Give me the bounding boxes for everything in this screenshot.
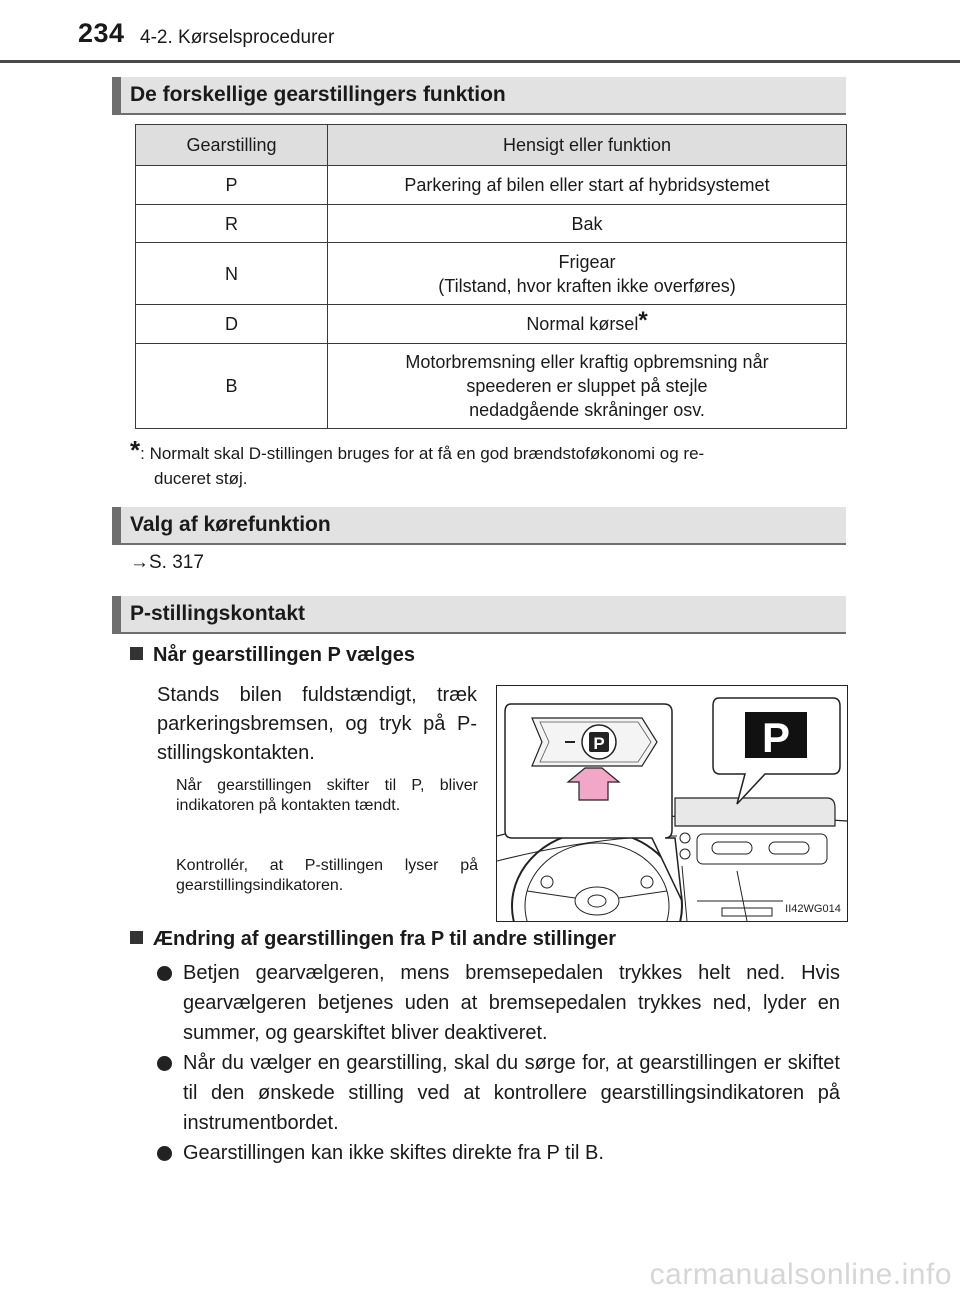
section-header-gear-functions <box>112 77 846 115</box>
dashboard-illustration <box>496 685 848 922</box>
note-paragraph: Når gearstillingen skifter til P, bliver indikatoren på kontakten tændt. <box>176 777 478 814</box>
table-row <box>136 305 847 344</box>
table-header-row <box>136 125 847 166</box>
section-accent <box>112 596 121 632</box>
gear-position-cell: N <box>136 243 328 305</box>
instruction-paragraph: Stands bilen fuldstændigt, træk parkeringsbremsen, og tryk på P-stillingskontakten. <box>157 684 477 764</box>
table-row <box>136 166 847 205</box>
column-header-position: Gearstilling <box>136 125 328 166</box>
subheading-text: Når gearstillingen P vælges <box>153 644 415 666</box>
bullet-item <box>157 1138 840 1168</box>
section-header-p-switch <box>112 596 846 634</box>
gear-function-cell: Frigear (Tilstand, hvor kraften ikke overføres) <box>328 243 847 305</box>
gear-function-cell: Parkering af bilen eller start af hybridsystemet <box>328 166 847 205</box>
table-footnote <box>130 435 840 491</box>
section-accent <box>112 77 121 113</box>
section-title: Valg af kørefunktion <box>130 513 331 536</box>
bullet-item <box>157 1048 840 1138</box>
indicator-letter: P <box>761 714 791 761</box>
gear-function-text: Normal kørsel <box>526 314 639 334</box>
bullet-text: Betjen gearvælgeren, mens bremsepedalen trykkes helt ned. Hvis gearvælgeren betjenes uden at bremsepedalen trykkes ned, lyder en summer, og gearskiftet bliver deaktiveret. <box>183 962 840 1044</box>
gear-position-cell: R <box>136 205 328 243</box>
watermark: carmanualsonline.info <box>649 1258 952 1291</box>
gear-function-cell <box>328 305 847 344</box>
header-divider <box>0 60 960 63</box>
gear-function-cell: Motorbremsning eller kraftig opbremsning når speederen er sluppet på stejle nedadgående skråninger osv. <box>328 344 847 429</box>
square-bullet-icon <box>130 647 143 660</box>
gear-position-cell: P <box>136 166 328 205</box>
illustration-code: II42WG014 <box>785 903 841 915</box>
gear-position-cell: D <box>136 305 328 344</box>
gear-function-cell: Bak <box>328 205 847 243</box>
subheading-text: Ændring af gearstillingen fra P til andre stillinger <box>153 928 617 950</box>
section-title: P-stillingskontakt <box>130 602 306 625</box>
subheading-select-p <box>130 644 415 667</box>
section-title: De forskellige gearstillingers funktion <box>130 83 506 106</box>
page-reference[interactable] <box>130 552 204 574</box>
footnote-star: * <box>130 435 141 465</box>
arrow-right-icon: → <box>130 552 149 573</box>
table-row <box>136 205 847 243</box>
p-button-letter: P <box>593 734 605 753</box>
footnote-line2: duceret støj. <box>154 469 248 488</box>
bullet-dot-icon <box>157 966 172 981</box>
bullet-item <box>157 958 840 1048</box>
subheading-change-from-p <box>130 928 616 951</box>
table-row <box>136 344 847 429</box>
square-bullet-icon <box>130 931 143 944</box>
page-reference-text: S. 317 <box>149 552 204 573</box>
bullet-text: Når du vælger en gearstilling, skal du sørge for, at gearstillingen er skiftet til den ønskede stilling ved at kontrollere gearstillingsindikatoren på instrumentbordet. <box>183 1052 840 1134</box>
bullet-text: Gearstillingen kan ikke skiftes direkte fra P til B. <box>183 1142 604 1164</box>
gear-function-table <box>135 124 847 429</box>
footnote-marker: * <box>638 307 648 334</box>
section-accent <box>112 507 121 543</box>
gear-position-cell: B <box>136 344 328 429</box>
bullet-dot-icon <box>157 1056 172 1071</box>
page-number: 234 <box>78 18 125 48</box>
chapter-title: 4-2. Kørselsprocedurer <box>140 27 335 48</box>
table-row <box>136 243 847 305</box>
note-paragraph: Kontrollér, at P-stillingen lyser på gearstillingsindikatoren. <box>176 857 478 894</box>
bullet-dot-icon <box>157 1146 172 1161</box>
dashboard-line-drawing <box>497 686 847 921</box>
section-header-drive-mode <box>112 507 846 545</box>
column-header-function: Hensigt eller funktion <box>328 125 847 166</box>
footnote-line1: : Normalt skal D-stillingen bruges for at få en god brændstoføkonomi og re- <box>140 444 705 463</box>
